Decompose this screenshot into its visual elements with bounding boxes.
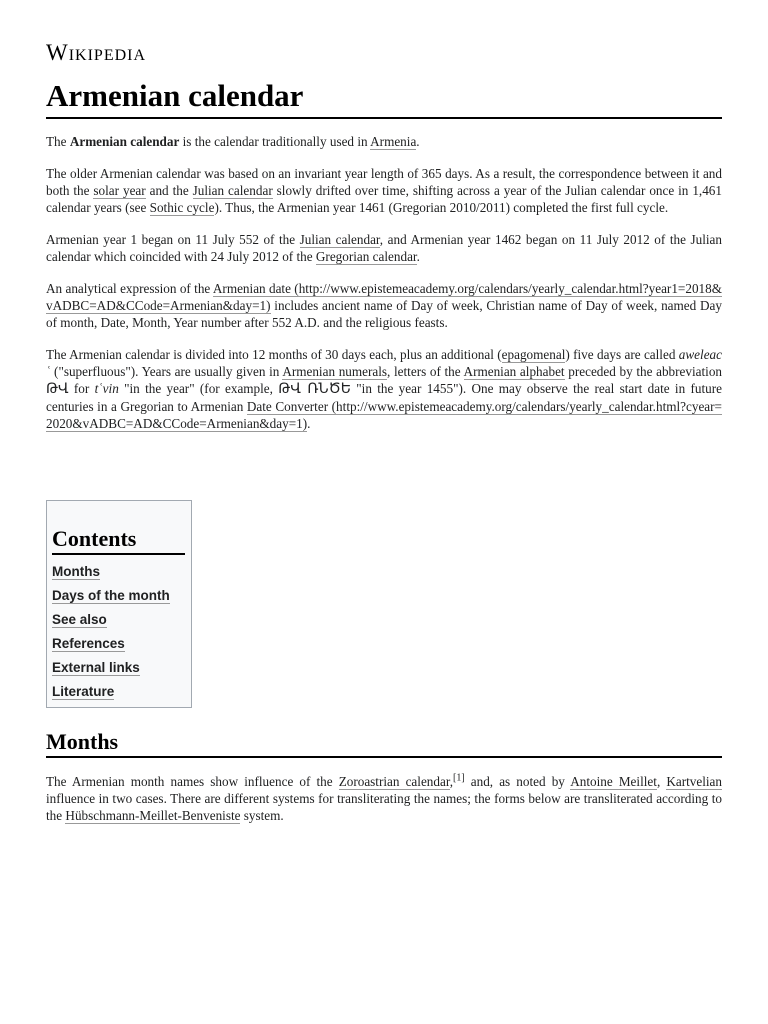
text: system.: [240, 808, 284, 823]
wikipedia-logo[interactable]: Wikipedia: [46, 40, 147, 65]
text: , letters of the: [387, 364, 464, 379]
toc-item-months[interactable]: [52, 560, 170, 584]
text: .: [416, 249, 420, 264]
section-heading-months: Months: [46, 728, 722, 758]
months-section-body: [46, 773, 722, 839]
toc-item-label[interactable]: Months: [52, 564, 100, 579]
link-armenian-date[interactable]: Armenian date (http://www.epistemeacademy.org/calendars/yearly_calendar.html?year1=2018&vADBC=AD&CCode=Armenian&day=1): [46, 281, 722, 313]
toc-item-label[interactable]: References: [52, 636, 125, 651]
link-zoroastrian-calendar[interactable]: Zoroastrian calendar: [338, 774, 450, 789]
toc-item-label[interactable]: Days of the month: [52, 588, 170, 603]
page-title: Armenian calendar: [46, 76, 722, 119]
text: "in the year 1455"). One may observe the real start date in future centuries in a Gregorian to Armenian: [46, 381, 722, 414]
link-sothic-cycle[interactable]: Sothic cycle: [149, 200, 215, 215]
link-date-converter[interactable]: Date Converter (http://www.epistemeacademy.org/calendars/yearly_calendar.html?cyear=2020&vADBC=AD&CCode=Armenian&day=1): [46, 399, 722, 431]
toc-item-references[interactable]: [52, 632, 170, 656]
text: The older Armenian calendar was based on an invariant year length of 365 days. As a result, the correspondence between it and both the: [46, 166, 722, 198]
toc-item-external-links[interactable]: [52, 656, 170, 680]
text: preceded by the abbreviation: [564, 364, 723, 379]
link-antoine-meillet[interactable]: Antoine Meillet: [570, 774, 657, 789]
text: for: [68, 381, 95, 396]
link-armenian-alphabet[interactable]: Armenian alphabet: [463, 364, 565, 379]
toc-item-literature[interactable]: [52, 680, 170, 704]
link-armenia[interactable]: Armenia: [370, 134, 417, 149]
toc-heading: Contents: [52, 525, 185, 555]
link-julian-calendar[interactable]: Julian calendar: [192, 183, 273, 198]
text: The: [46, 134, 70, 149]
intro-paragraph-4: [46, 280, 722, 331]
intro-paragraph-3: [46, 231, 722, 265]
text: The Armenian month names show influence of the: [46, 774, 339, 789]
link-solar-year[interactable]: solar year: [93, 183, 146, 198]
link-kartvelian[interactable]: Kartvelian: [666, 774, 722, 789]
armenian-year-example: ԹՎ ՌՆԾԵ: [278, 381, 351, 397]
text: and the: [145, 183, 193, 198]
toc-item-label[interactable]: See also: [52, 612, 107, 627]
link-armenian-numerals[interactable]: Armenian numerals: [282, 364, 388, 379]
armenian-abbreviation: ԹՎ: [46, 381, 69, 397]
term-aweleac: aweleacʿ: [46, 347, 722, 379]
text: An analytical expression of the: [46, 281, 213, 296]
toc-item-see-also[interactable]: [52, 608, 170, 632]
months-paragraph-1: [46, 773, 722, 824]
term-tvin: tʿvin: [94, 381, 119, 396]
text: influence in two cases. There are different systems for transliterating the names; the forms below are transliterated according to the: [46, 791, 722, 823]
link-hubschmann-meillet-benveniste[interactable]: Hübschmann-Meillet-Benveniste: [65, 808, 241, 823]
intro-paragraph-2: [46, 165, 722, 216]
text: .: [416, 134, 420, 149]
reference-1[interactable]: [1]: [453, 772, 465, 784]
bold-term: Armenian calendar: [69, 134, 180, 149]
text: "in the year" (for example,: [118, 381, 279, 396]
text: .: [307, 416, 311, 431]
intro-paragraph-1: [46, 133, 722, 150]
link-gregorian-calendar[interactable]: Gregorian calendar: [315, 249, 417, 264]
toc-item-label[interactable]: External links: [52, 660, 140, 675]
article-intro: [46, 133, 722, 447]
text: is the calendar traditionally used in: [179, 134, 371, 149]
text: and, as noted by: [464, 774, 571, 789]
text: includes ancient name of Day of week, Christian name of Day of week, named Day of month, Date, Month, Year number after 552 A.D. and the religious feasts.: [46, 298, 722, 330]
toc-item-days-of-the-month[interactable]: [52, 584, 170, 608]
intro-paragraph-5: [46, 346, 722, 432]
toc-list: [52, 560, 170, 704]
text: ,: [449, 774, 453, 789]
text: ) five days are called: [565, 347, 679, 362]
table-of-contents: [46, 500, 192, 708]
text: slowly drifted over time, shifting across a year of the Julian calendar once in 1,461 calendar years (see: [46, 183, 722, 215]
text: ,: [656, 774, 667, 789]
text: ). Thus, the Armenian year 1461 (Gregorian 2010/2011) completed the first full cycle.: [214, 200, 669, 215]
text: The Armenian calendar is divided into 12 months of 30 days each, plus an additional (: [46, 347, 502, 362]
toc-item-label[interactable]: Literature: [52, 684, 115, 699]
text: Armenian year 1 began on 11 July 552 of the: [46, 232, 300, 247]
text: ("superfluous"). Years are usually given in: [50, 364, 283, 379]
text: , and Armenian year 1462 began on 11 July 2012 of the Julian calendar which coincided with 24 July 2012 of the: [46, 232, 722, 264]
link-epagomenal[interactable]: epagomenal: [501, 347, 566, 362]
link-julian-calendar[interactable]: Julian calendar: [299, 232, 380, 247]
